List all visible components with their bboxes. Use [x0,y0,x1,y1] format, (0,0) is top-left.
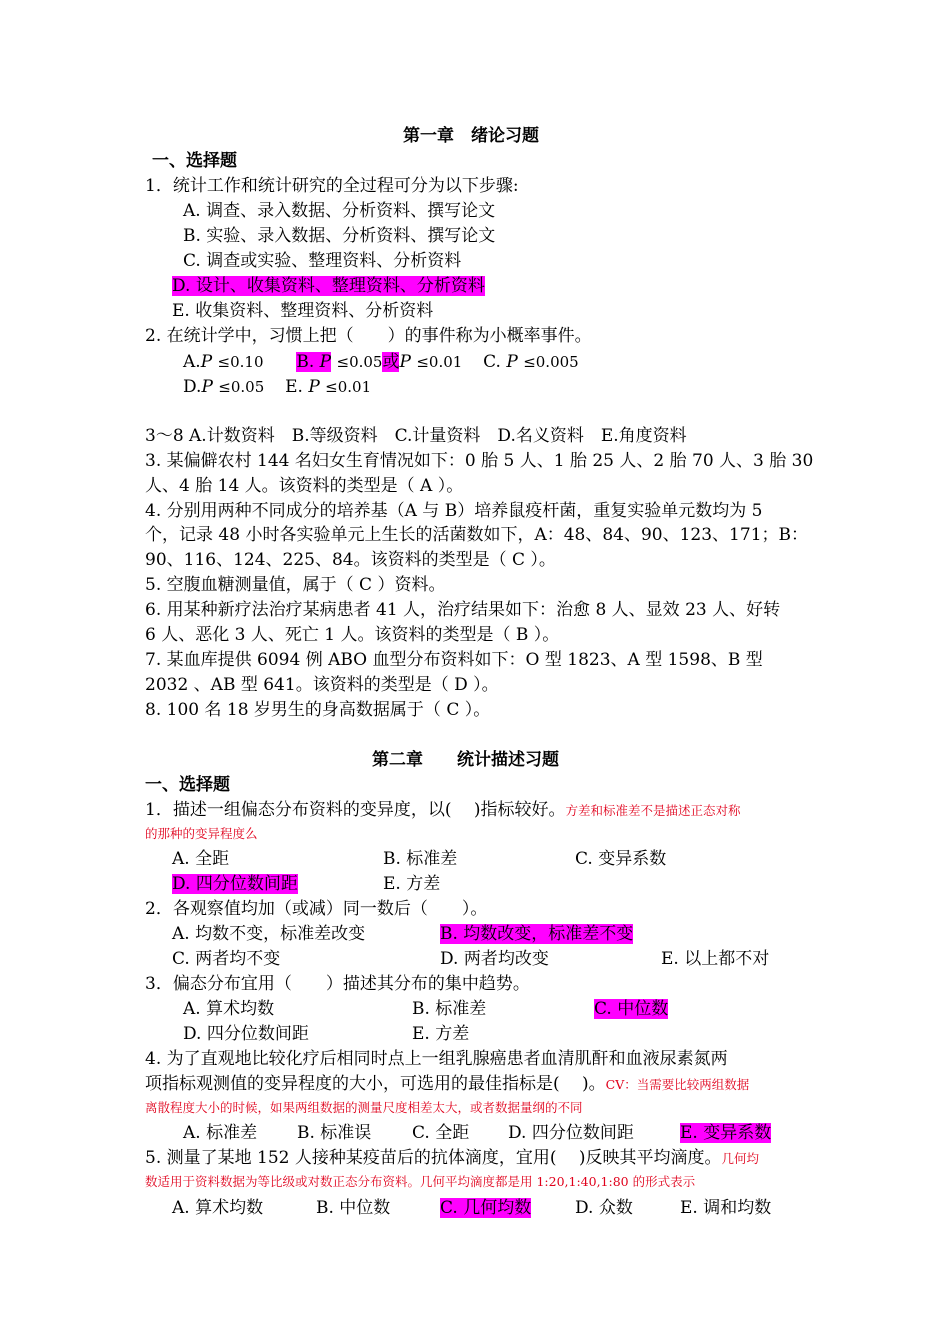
annotation-note: CV：当需要比较两组数据 [605,1077,750,1092]
ch2-q2-option-e: E. 以上都不对 [661,949,770,969]
ch1-q4-line1: 4. 分别用两种不同成分的培养基（A 与 B）培养鼠疫杆菌，重复实验单元数均为 5 [145,501,763,521]
ch1-q1-stem: 1．统计工作和统计研究的全过程可分为以下步骤: [145,176,519,196]
ch2-q3-option-b: B. 标准差 [412,999,487,1019]
ch1-q7-line1: 7. 某血库提供 6094 例 ABO 血型分布资料如下：O 型 1823、A 型 1598、B 型 [145,650,763,670]
ch2-q3-option-d: D. 四分位数间距 [183,1024,309,1044]
annotation-note: 几何均 [721,1151,760,1166]
q2-option-e-value: ≤0.01 [325,378,372,396]
ch1-q2-stem: 2. 在统计学中，习惯上把（ ）的事件称为小概率事件。 [145,326,592,346]
ch2-q4-stem-line1: 4. 为了直观地比较化疗后相同时点上一组乳腺癌患者血清肌酐和血液尿素氮两 [145,1049,728,1069]
ch2-q4-stem-line2-text: 项指标观测值的变异程度的大小，可选用的最佳指标是( )。 [145,1074,606,1094]
ch2-q5-option-d: D. 众数 [575,1198,633,1218]
ch2-q1-option-e: E. 方差 [383,874,441,894]
chapter-2-section: 一、选择题 [145,775,230,795]
ch2-q3-stem: 3．偏态分布宜用（ ）描述其分布的集中趋势。 [145,974,530,994]
q2-option-b-value: ≤0.05 [336,353,383,371]
ch2-q2-option-d: D. 两者均改变 [440,949,549,969]
ch2-q5-stem-text: 5. 测量了某地 152 人接种某疫苗后的抗体滴度，宜用( )反映其平均滴度。 [145,1148,722,1168]
highlighted-answer: D. 四分位数间距 [172,874,298,894]
ch1-q1-option-e: E. 收集资料、整理资料、分析资料 [172,301,434,321]
ch2-q1-option-c: C. 变异系数 [575,849,667,869]
p-symbol: P [506,352,518,372]
ch1-q4-line2: 个，记录 48 小时各实验单元上生长的活菌数如下，A：48、84、90、123、171；B： [145,525,808,545]
q2-option-a-value: ≤0.10 [217,353,264,371]
ch2-q1-note-line2: 的那种的变异程度么 [145,826,258,841]
ch2-q4-note-line2: 离散程度大小的时候，如果两组数据的测量尺度相差太大，或者数据量纲的不同 [145,1100,583,1115]
p-symbol: P [319,352,332,372]
ch2-q4-option-b: B. 标准误 [297,1123,372,1143]
ch1-q1-option-b: B. 实验、录入数据、分析资料、撰写论文 [183,226,496,246]
ch2-q1-stem-text: 1．描述一组偏态分布资料的变异度，以( )指标较好。 [145,800,566,820]
ch2-q1-option-a: A. 全距 [172,849,230,869]
highlighted-answer: C. 几何均数 [440,1198,532,1218]
p-symbol: P [308,377,320,397]
ch1-q6-line2: 6 人、恶化 3 人、死亡 1 人。该资料的类型是（ B ）。 [145,625,560,645]
highlighted-answer: B. 均数改变，标准差不变 [440,924,634,944]
ch2-q2-option-c: C. 两者均不变 [172,949,281,969]
ch2-q3-option-a: A. 算术均数 [183,999,275,1019]
chapter-1-section: 一、选择题 [152,151,237,171]
ch1-q8: 8. 100 名 18 岁男生的身高数据属于（ C ）。 [145,700,491,720]
ch2-q5-option-b: B. 中位数 [316,1198,391,1218]
highlighted-answer: C. 中位数 [594,999,669,1019]
ch2-q2-option-a: A. 均数不变，标准差改变 [172,924,366,944]
ch1-q6-line1: 6. 用某种新疗法治疗某病患者 41 人，治疗结果如下：治愈 8 人、显效 23 人、好转 [145,600,781,620]
p-symbol: P [201,377,213,397]
q2-option-b-label: B. [296,352,315,372]
q2-option-d-value: ≤0.05 [218,378,265,396]
ch1-q1-option-c: C. 调查或实验、整理资料、分析资料 [183,251,462,271]
highlighted-answer: D. 设计、收集资料、整理资料、分析资料 [172,276,485,296]
ch1-q1-option-a: A. 调查、录入数据、分析资料、撰写论文 [183,201,496,221]
chapter-2-title: 第二章 统计描述习题 [372,750,559,770]
annotation-note: 方差和标准差不是描述正态对称 [565,803,741,818]
ch1-q7-line2: 2032 、AB 型 641。该资料的类型是（ D ）。 [145,675,499,695]
p-symbol: P [399,352,411,372]
ch2-q3-option-c [594,997,668,1021]
q2-option-c-label: C. [483,352,501,372]
ch1-q3-line2: 人、4 胎 14 人。该资料的类型是（ A ）。 [145,476,464,496]
ch1-q4-line3: 90、116、124、225、84。该资料的类型是（ C ）。 [145,550,556,570]
q2-option-c-value: ≤0.005 [523,353,579,371]
ch1-group-3-8-options: 3～8 A.计数资料 B.等级资料 C.计量资料 D.名义资料 E.角度资料 [145,426,687,446]
highlighted-answer: E. 变异系数 [680,1123,772,1143]
ch2-q4-option-a: A. 标准差 [183,1123,258,1143]
highlighted-or: 或 [382,352,400,372]
ch2-q1-option-b: B. 标准差 [383,849,458,869]
q2-option-a-label: A. [183,352,201,372]
ch1-q3-line1: 3. 某偏僻农村 144 名妇女生育情况如下：0 胎 5 人、1 胎 25 人、2 胎 70 人、3 胎 30 [145,451,814,471]
p-symbol: P [200,352,213,372]
q2-option-d-label: D. [183,377,202,397]
ch2-q4-option-c: C. 全距 [412,1123,470,1143]
ch2-q5-note-line2: 数适用于资料数据为等比级或对数正态分布资料。几何平均滴度都是用 1:20,1:40,1:80 的形式表示 [145,1174,696,1189]
q2-option-e-label: E. [285,377,303,397]
ch2-q2-stem: 2．各观察值均加（或减）同一数后（ ）。 [145,899,488,919]
ch2-q4-option-d: D. 四分位数间距 [508,1123,634,1143]
q2-option-b-value2: ≤0.01 [416,353,463,371]
chapter-1-title: 第一章 绪论习题 [403,126,539,146]
ch2-q5-option-a: A. 算术均数 [172,1198,264,1218]
ch2-q3-option-e: E. 方差 [412,1024,470,1044]
ch2-q5-option-e: E. 调和均数 [680,1198,772,1218]
ch1-q5: 5. 空腹血糖测量值，属于（ C ）资料。 [145,575,446,595]
